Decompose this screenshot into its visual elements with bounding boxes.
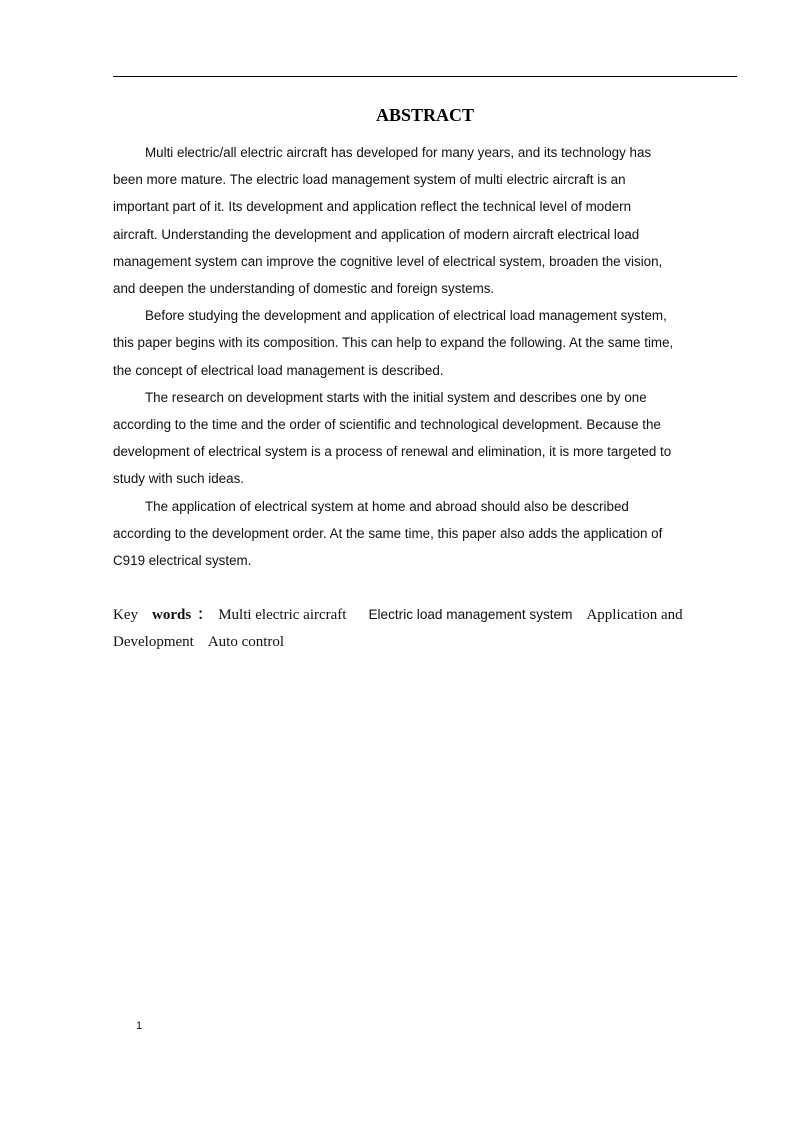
abstract-title: ABSTRACT: [375, 105, 475, 125]
keywords-label-words: words: [152, 607, 192, 623]
paragraph-line: The application of electrical system at home and abroad should also be described: [145, 498, 629, 514]
keywords-label-key: Key: [113, 607, 138, 623]
paragraph-4: [113, 493, 737, 575]
keyword-term: Auto control: [207, 634, 285, 650]
paragraph-line: Before studying the development and application of electrical load management system,: [145, 308, 667, 324]
page-number: 1: [136, 1020, 143, 1032]
keywords-line-1: [113, 601, 737, 629]
paragraph-line: The research on development starts with the initial system and describes one by one: [145, 389, 647, 405]
paragraph-line: study with such ideas.: [113, 471, 244, 487]
paragraph-line: aircraft. Understanding the development and application of modern aircraft electrical load: [113, 226, 640, 242]
paragraph-line: the concept of electrical load management is described.: [113, 362, 444, 378]
paragraph-line: this paper begins with its composition. This can help to expand the following. At the same time,: [113, 335, 674, 351]
keywords-line-2: [113, 629, 737, 656]
paragraph-3: [113, 384, 737, 493]
paragraph-2: [113, 302, 737, 384]
paragraph-line: Multi electric/all electric aircraft has developed for many years, and its technology has: [145, 145, 652, 160]
paragraph-1: [113, 139, 737, 302]
paragraph-line: been more mature. The electric load management system of multi electric aircraft is an: [113, 172, 626, 188]
keywords-colon: ：: [197, 607, 213, 623]
paragraph-line: and deepen the understanding of domestic and foreign systems.: [113, 281, 495, 297]
paragraph-line: C919 electrical system.: [113, 553, 252, 569]
paragraph-line: important part of it. Its development and application reflect the technical level of modern: [113, 199, 632, 215]
keyword-term: Development: [113, 634, 194, 650]
paragraph-line: according to the time and the order of scientific and technological development. Because the: [113, 417, 661, 433]
paragraph-line: management system can improve the cognitive level of electrical system, broaden the vision,: [113, 253, 663, 269]
header-rule: [113, 76, 737, 77]
paragraph-line: development of electrical system is a process of renewal and elimination, it is more targeted to: [113, 444, 672, 460]
paragraph-line: according to the development order. At the same time, this paper also adds the application of: [113, 525, 663, 541]
keywords-section: [113, 601, 737, 656]
abstract-body: [113, 139, 737, 574]
keyword-term: Electric load management system: [368, 607, 573, 622]
keyword-term: Application and: [586, 607, 683, 623]
keyword-term: Multi electric aircraft: [218, 607, 347, 623]
